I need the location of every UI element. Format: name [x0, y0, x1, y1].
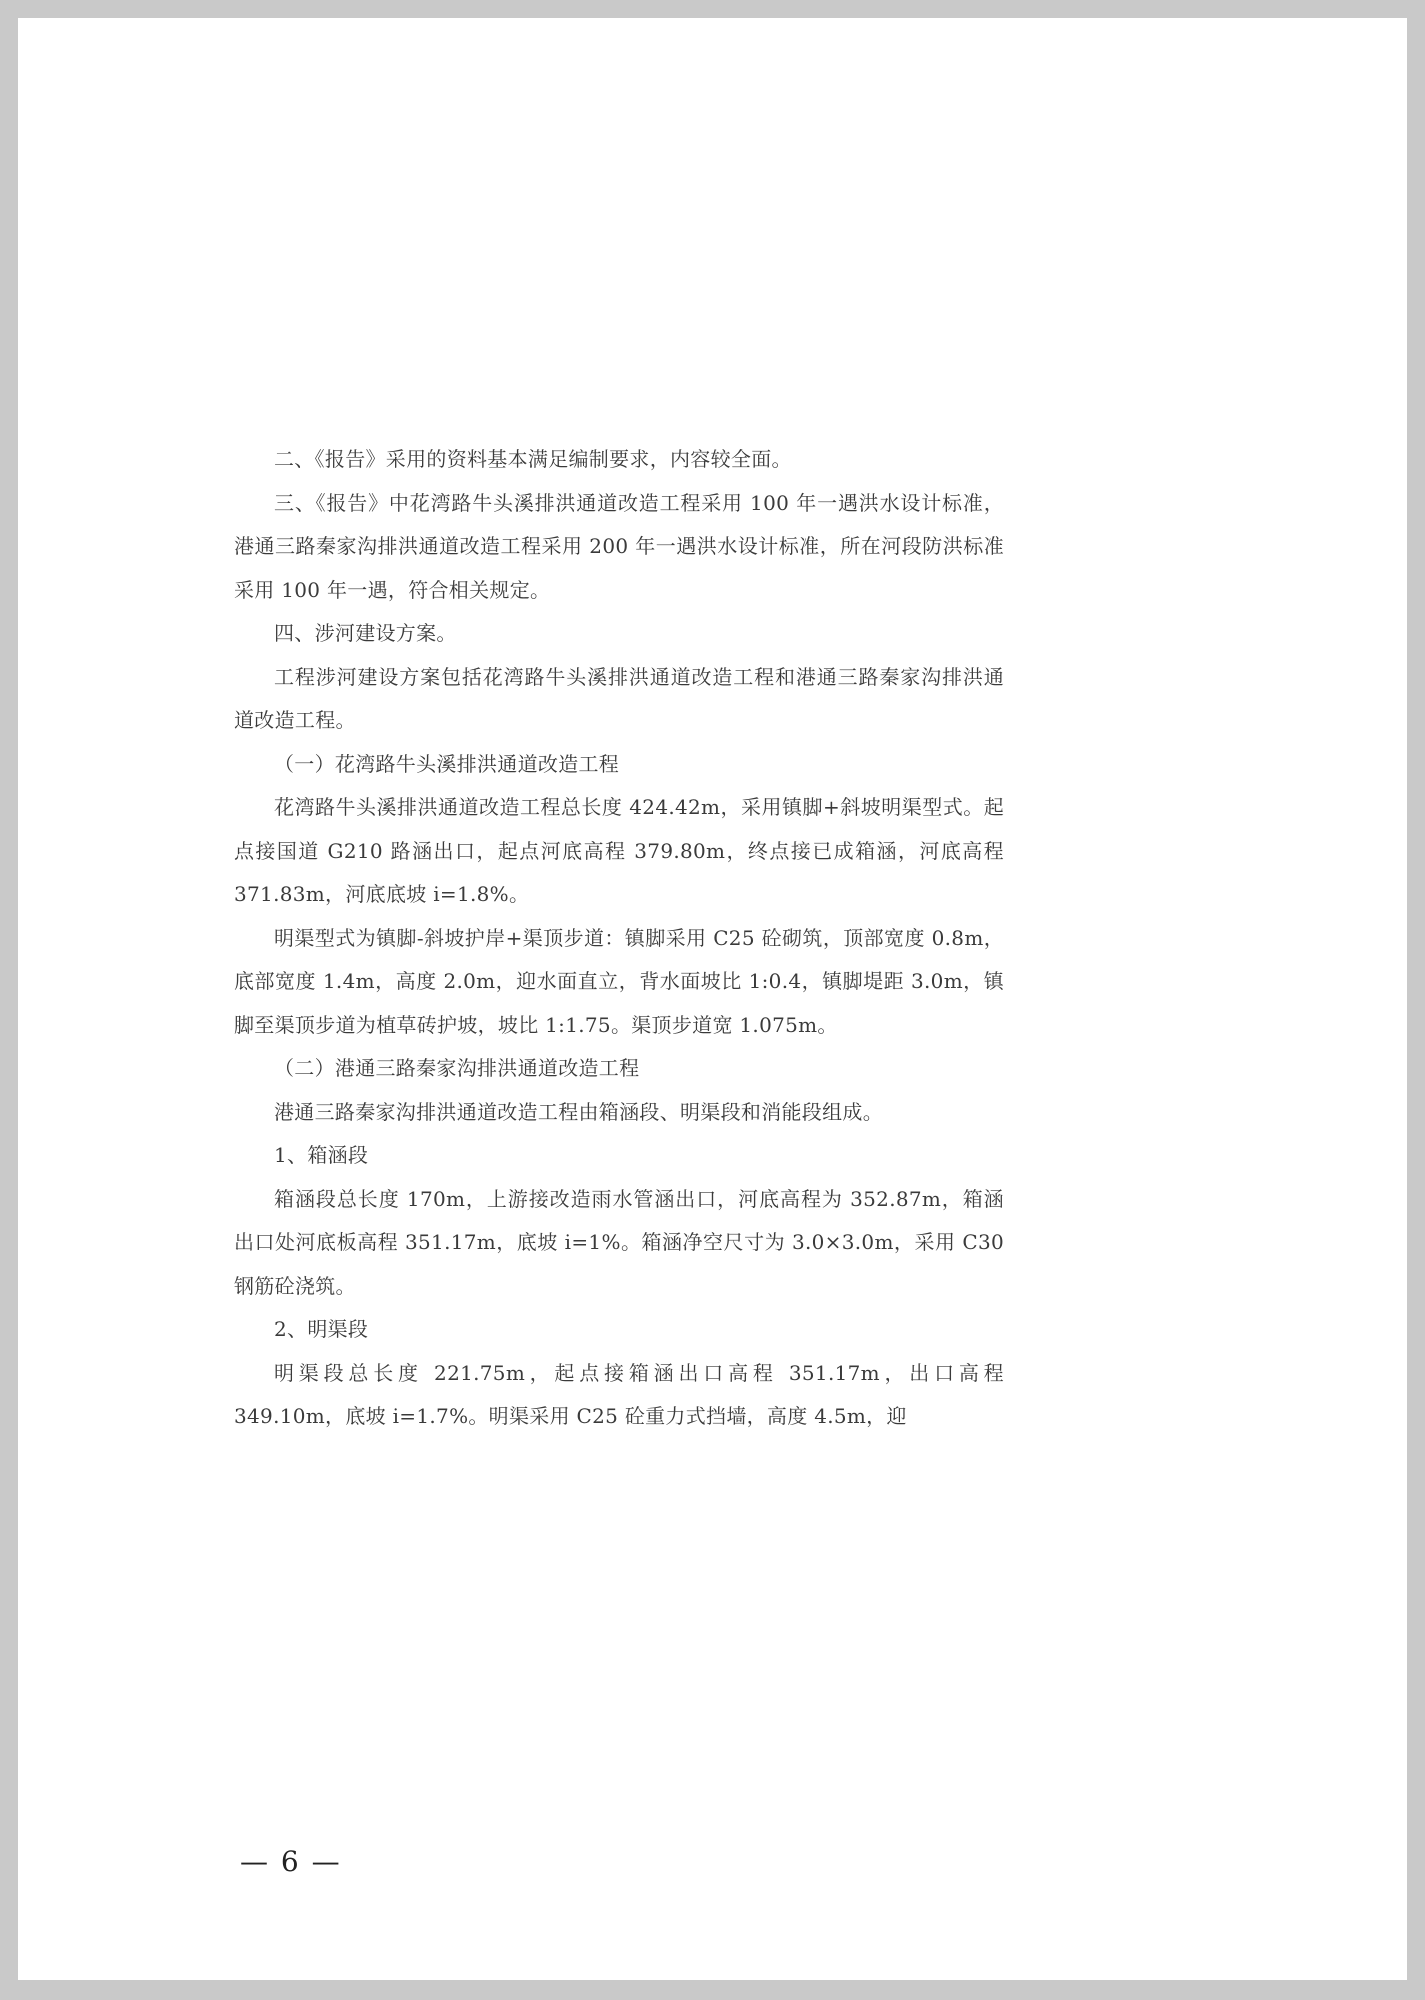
paragraph: 港通三路秦家沟排洪通道改造工程由箱涵段、明渠段和消能段组成。: [274, 1099, 883, 1124]
paragraph: 花湾路牛头溪排洪通道改造工程总长度 424.42m，采用镇脚+斜坡明渠型式。起点接国道 G210 路涵出口，起点河底高程 379.80m，终点接已成箱涵，河底高程 371.83m，河底底坡 i=1.8%。: [234, 795, 1004, 906]
paragraph: 明渠段总长度 221.75m，起点接箱涵出口高程 351.17m，出口高程 349.10m，底坡 i=1.7%。明渠采用 C25 砼重力式挡墙，高度 4.5m，迎: [234, 1360, 1004, 1428]
subsection-heading: （二）港通三路秦家沟排洪通道改造工程: [274, 1056, 640, 1080]
paragraph: 明渠型式为镇脚-斜坡护岸+渠顶步道：镇脚采用 C25 砼砌筑，顶部宽度 0.8m，底部宽度 1.4m，高度 2.0m，迎水面直立，背水面坡比 1:0.4，镇脚堤距 3.0m，镇脚至渠顶步道为植草砖护坡，坡比 1:1.75。渠顶步道宽 1.075m。: [234, 925, 1004, 1037]
item-heading: 1、箱涵段: [274, 1143, 369, 1167]
item-heading: 2、明渠段: [274, 1317, 369, 1341]
paragraph: 二、《报告》采用的资料基本满足编制要求，内容较全面。: [274, 447, 792, 471]
section-heading: 四、涉河建设方案。: [274, 621, 457, 645]
paragraph: 工程涉河建设方案包括花湾路牛头溪排洪通道改造工程和港通三路秦家沟排洪通道改造工程。: [234, 664, 1004, 732]
document-page: [18, 18, 1407, 1980]
subsection-heading: （一）花湾路牛头溪排洪通道改造工程: [274, 751, 620, 776]
body-text: [234, 438, 1004, 1439]
page-number: — 6 —: [240, 1845, 342, 1878]
paragraph: 箱涵段总长度 170m，上游接改造雨水管涵出口，河底高程为 352.87m，箱涵出口处河底板高程 351.17m，底坡 i=1%。箱涵净空尺寸为 3.0×3.0m，采用 C30 钢筋砼浇筑。: [234, 1186, 1004, 1298]
paragraph: 三、《报告》中花湾路牛头溪排洪通道改造工程采用 100 年一遇洪水设计标准，港通三路秦家沟排洪通道改造工程采用 200 年一遇洪水设计标准，所在河段防洪标准采用 100 年一遇，符合相关规定。: [234, 490, 1004, 602]
